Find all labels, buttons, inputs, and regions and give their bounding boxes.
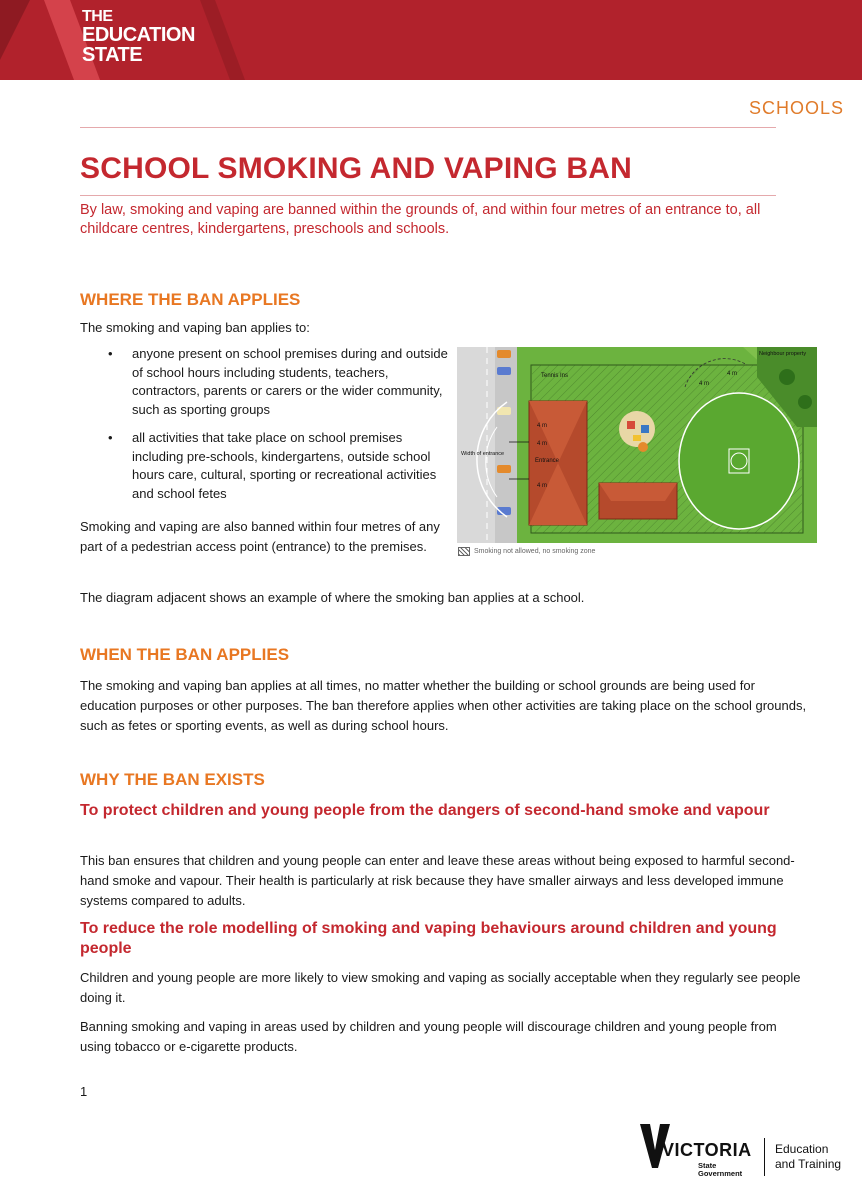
oval-field [679, 393, 799, 529]
where-heading: WHERE THE BAN APPLIES [80, 290, 301, 309]
when-paragraph: The smoking and vaping ban applies at all times, no matter whether the building or school grounds are being used for education purposes or other purposes. The ban therefore applies when other activities are taking place on the school grounds, such as fetes or sporting events, as well as during school hours. [80, 678, 807, 733]
when-heading: WHEN THE BAN APPLIES [80, 645, 290, 664]
diagram-label: 4 m [699, 381, 710, 387]
bullet-text: all activities that take place on school premises including pre-schools, kindergartens, outside school hours care, cultural, sporting or recreational activities and school fetes [132, 430, 437, 501]
playground [619, 411, 655, 447]
bullet-icon: • [108, 430, 113, 445]
logo-text [82, 8, 195, 65]
victoria-wordmark: VICTORIA [662, 1140, 752, 1160]
vic-sub-line-1: State [698, 1161, 717, 1170]
title-divider [80, 195, 776, 196]
diagram-label-width: Width of entrance [461, 451, 505, 457]
where-lead: The smoking and vaping ban applies to: [80, 320, 310, 335]
list-item [80, 429, 450, 503]
why-paragraph-2: Children and young people are more likely to view smoking and vaping as socially acceptable when they regularly see people doing it. [80, 970, 801, 1005]
dept-line-2: and Training [775, 1157, 842, 1171]
diagram-caption [458, 547, 818, 556]
vic-sub-line-2: Government [698, 1169, 743, 1178]
where-paragraph-1: Smoking and vaping are also banned within four metres of any part of a pedestrian access point (entrance) to the premises. [80, 519, 440, 554]
where-paragraph-2: The diagram adjacent shows an example of where the smoking ban applies at a school. [80, 590, 585, 605]
why-paragraph-3: Banning smoking and vaping in areas used by children and young people will discourage children and young people from using tobacco or e-cigarette products. [80, 1019, 777, 1054]
list-item [80, 345, 450, 419]
department-name [775, 1142, 841, 1172]
bullet-text: anyone present on school premises during and outside of school hours including students, teachers, contractors, parents or carers or the wider community, such as sporting groups [132, 346, 448, 417]
car-icon [497, 350, 511, 358]
logo-divider [764, 1138, 765, 1176]
header-band [0, 0, 862, 80]
page-title: SCHOOL SMOKING AND VAPING BAN [80, 152, 632, 185]
why-paragraph-1: This ban ensures that children and young people can enter and leave these areas without being exposed to harmful second-hand smoke and vapour. Their health is particularly at risk because they have smaller airways and less developed immune systems compared to adults. [80, 853, 795, 908]
header-divider [80, 127, 776, 128]
diagram-label: 4 m [537, 423, 548, 429]
diagram-label: 4 m [537, 441, 548, 447]
diagram-label-entrance: Entrance [535, 458, 560, 464]
where-bullet-list [80, 345, 450, 513]
section-label: SCHOOLS [748, 98, 844, 118]
diagram-label: 4 m [537, 483, 548, 489]
car-icon [497, 465, 511, 473]
bullet-icon: • [108, 346, 113, 361]
logo-line-1: THE [82, 8, 113, 25]
why-subheading-1: To protect children and young people from the dangers of second-hand smoke and vapour [80, 802, 770, 819]
intro-text: By law, smoking and vaping are banned within the grounds of, and within four metres of an entrance to, all childcare centres, kindergartens, preschools and schools. [80, 202, 761, 237]
diagram-label-tennis: Tennis Ins [541, 373, 569, 379]
car-icon [497, 367, 511, 375]
logo-line-2: EDUCATION [82, 24, 195, 46]
logo-line-3: STATE [82, 44, 143, 66]
hatch-legend-icon [458, 547, 470, 556]
caption-text: Smoking not allowed, no smoking zone [474, 548, 596, 555]
dept-line-1: Education [775, 1142, 829, 1156]
why-heading: WHY THE BAN EXISTS [80, 770, 265, 789]
page-number: 1 [80, 1084, 88, 1099]
diagram-label-neighbour: Neighbour property [759, 351, 807, 357]
why-subheading-2: To reduce the role modelling of smoking and vaping behaviours around children and young people [80, 920, 777, 957]
diagram-label: 4 m [727, 371, 738, 377]
state-government-text [698, 1162, 742, 1178]
victoria-logo [640, 1122, 850, 1182]
school-ban-diagram [457, 347, 817, 543]
